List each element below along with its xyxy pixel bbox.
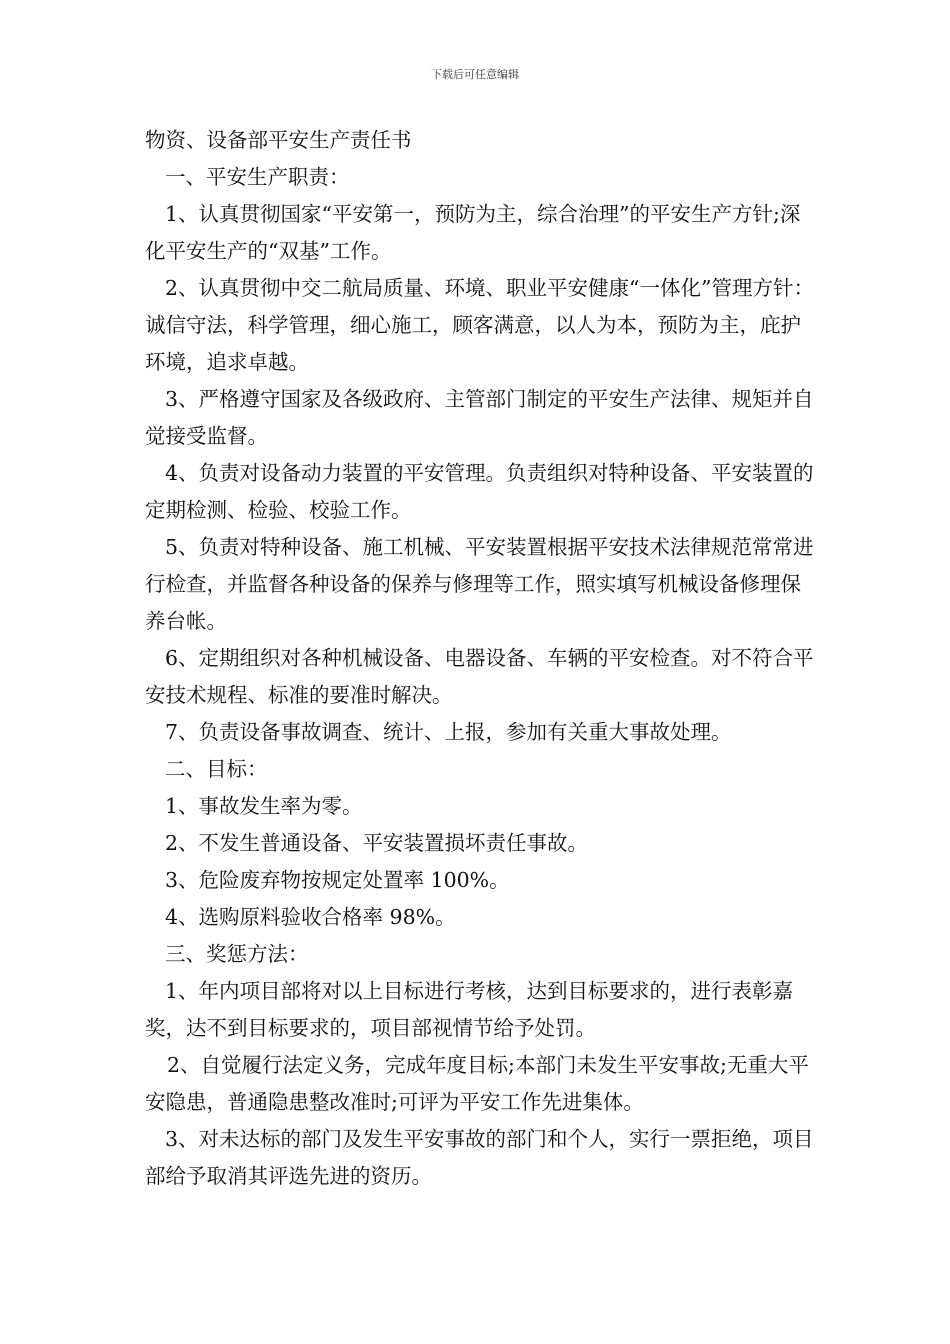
paragraph: 6、定期组织对各种机械设备、电器设备、车辆的平安检查。对不符合平安技术规程、标准的要准时解决。 [145,646,814,707]
list-item: 2、不发生普通设备、平安装置损坏责任事故。 [165,831,589,855]
paragraph: 2、认真贯彻中交二航局质量、环境、职业平安健康“一体化”管理方针：诚信守法，科学管理，细心施工，顾客满意，以人为本，预防为主，庇护环境，追求卓越。 [145,276,815,374]
paragraph: 1、年内项目部将对以上目标进行考核，达到目标要求的，进行表彰嘉奖，达不到目标要求的，项目部视情节给予处罚。 [145,979,794,1040]
paragraph: 2、自觉履行法定义务，完成年度目标;本部门未发生平安事故;无重大平安隐患，普通隐患整改准时;可评为平安工作先进集体。 [145,1053,809,1114]
header-note: 下载后可任意编辑 [431,68,519,81]
paragraph: 5、负责对特种设备、施工机械、平安装置根据平安技术法律规范常常进行检查，并监督各种设备的保养与修理等工作，照实填写机械设备修理保养台帐。 [145,535,814,633]
section-heading-rewards: 三、奖惩方法： [165,942,309,966]
paragraph: 4、负责对设备动力装置的平安管理。负责组织对特种设备、平安装置的定期检测、检验、校验工作。 [145,461,814,522]
paragraph: 7、负责设备事故调查、统计、上报，参加有关重大事故处理。 [165,720,732,744]
list-item: 1、事故发生率为零。 [165,794,363,818]
section-heading-targets: 二、目标： [165,757,268,781]
document-title: 物资、设备部平安生产责任书 [145,128,412,152]
list-item: 4、选购原料验收合格率 98%。 [165,905,456,929]
section-heading-duties: 一、平安生产职责： [165,165,350,189]
paragraph: 3、严格遵守国家及各级政府、主管部门制定的平安生产法律、规矩并自觉接受监督。 [145,387,814,448]
list-item: 3、危险废弃物按规定处置率 100%。 [165,868,510,892]
paragraph: 1、认真贯彻国家“平安第一，预防为主，综合治理”的平安生产方针;深化平安生产的“双基”工作。 [145,202,801,263]
paragraph: 3、对未达标的部门及发生平安事故的部门和个人，实行一票拒绝，项目部给予取消其评选先进的资历。 [145,1127,814,1188]
document-body [145,122,815,1195]
